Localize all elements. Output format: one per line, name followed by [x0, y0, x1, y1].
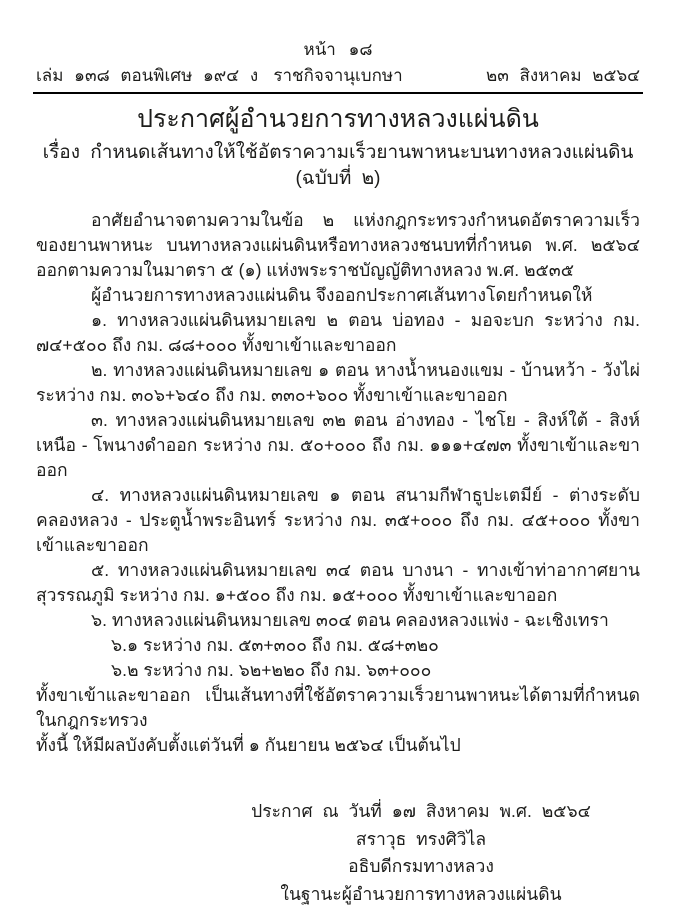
signer-name: สราวุธ ทรงศิวิไล: [211, 826, 631, 854]
route-item-5: ๕. ทางหลวงแผ่นดินหมายเลข ๓๔ ตอน บางนา - ทางเข้าท่าอากาศยานสุวรรณภูมิ ระหว่าง กม. ๑+๕๐๐ ถึง กม. ๑๕+๐๐๐ ทั้งขาเข้าและขาออก: [36, 558, 640, 608]
announcement-date: ประกาศ ณ วันที่ ๑๗ สิงหาคม พ.ศ. ๒๕๖๔: [211, 798, 631, 826]
route-subitem-6-1: ๖.๑ ระหว่าง กม. ๕๓+๓๐๐ ถึง กม. ๕๘+๓๒๐: [36, 633, 640, 658]
document-subject: เรื่อง กำหนดเส้นทางให้ใช้อัตราความเร็วยานพาหนะบนทางหลวงแผ่นดิน: [36, 139, 640, 166]
lead-in-paragraph: ผู้อำนวยการทางหลวงแผ่นดิน จึงออกประกาศเส้นทางโดยกำหนดให้: [36, 283, 640, 308]
route-subitem-6-2: ๖.๒ ระหว่าง กม. ๖๒+๒๒๐ ถึง กม. ๖๓+๐๐๐: [36, 658, 640, 683]
gazette-date: ๒๓ สิงหาคม ๒๕๖๔: [486, 64, 640, 87]
volume-info: เล่ม ๑๓๘ ตอนพิเศษ ๑๙๔ ง: [36, 64, 258, 87]
closing-line-2: ทั้งนี้ ให้มีผลบังคับตั้งแต่วันที่ ๑ กันยายน ๒๕๖๔ เป็นต้นไป: [36, 733, 640, 758]
closing-line-1: ทั้งขาเข้าและขาออก เป็นเส้นทางที่ใช้อัตราความเร็วยานพาหนะได้ตามที่กำหนดในกฎกระทรวง: [36, 683, 640, 733]
document-edition: (ฉบับที่ ๒): [36, 166, 640, 192]
route-item-2: ๒. ทางหลวงแผ่นดินหมายเลข ๑ ตอน หางน้ำหนองแขม - บ้านหว้า - วังไผ่ ระหว่าง กม. ๓๐๖+๖๔๐ ถึง กม. ๓๓๐+๖๐๐ ทั้งขาเข้าและขาออก: [36, 358, 640, 408]
signature-block: [211, 798, 631, 908]
gazette-header: [36, 0, 640, 94]
preamble-paragraph: อาศัยอำนาจตามความในข้อ ๒ แห่งกฎกระทรวงกำหนดอัตราความเร็วของยานพาหนะ บนทางหลวงแผ่นดินหรือทางหลวงชนบทที่กำหนด พ.ศ. ๒๕๖๔ ออกตามความในมาตรา ๕ (๑) แห่งพระราชบัญญัติทางหลวง พ.ศ. ๒๕๓๕: [36, 208, 640, 283]
signer-position: อธิบดีกรมทางหลวง: [211, 853, 631, 881]
header-rule: [33, 92, 643, 94]
title-block: [36, 103, 640, 192]
gazette-header-row: [36, 64, 640, 87]
signer-role: ในฐานะผู้อำนวยการทางหลวงแผ่นดิน: [211, 881, 631, 908]
route-item-4: ๔. ทางหลวงแผ่นดินหมายเลข ๑ ตอน สนามกีฬาธูปะเตมีย์ - ต่างระดับคลองหลวง - ประตูน้ำพระอินทร์ ระหว่าง กม. ๓๕+๐๐๐ ถึง กม. ๔๕+๐๐๐ ทั้งขาเข้าและขาออก: [36, 483, 640, 558]
route-item-3: ๓. ทางหลวงแผ่นดินหมายเลข ๓๒ ตอน อ่างทอง - ไชโย - สิงห์ใต้ - สิงห์เหนือ - โพนางดำออก ระหว่าง กม. ๕๐+๐๐๐ ถึง กม. ๑๑๑+๔๗๓ ทั้งขาเข้าและขาออก: [36, 408, 640, 483]
route-item-1: ๑. ทางหลวงแผ่นดินหมายเลข ๒ ตอน บ่อทอง - มอจะบก ระหว่าง กม. ๗๔+๕๐๐ ถึง กม. ๘๘+๐๐๐ ทั้งขาเข้าและขาออก: [36, 308, 640, 358]
page-number: หน้า ๑๘: [36, 38, 640, 61]
gazette-name: ราชกิจจานุเบกษา: [36, 64, 640, 87]
document-body: [36, 208, 640, 758]
document-title: ประกาศผู้อำนวยการทางหลวงแผ่นดิน: [36, 103, 640, 136]
route-item-6: ๖. ทางหลวงแผ่นดินหมายเลข ๓๐๔ ตอน คลองหลวงแพ่ง - ฉะเชิงเทรา: [36, 608, 640, 633]
